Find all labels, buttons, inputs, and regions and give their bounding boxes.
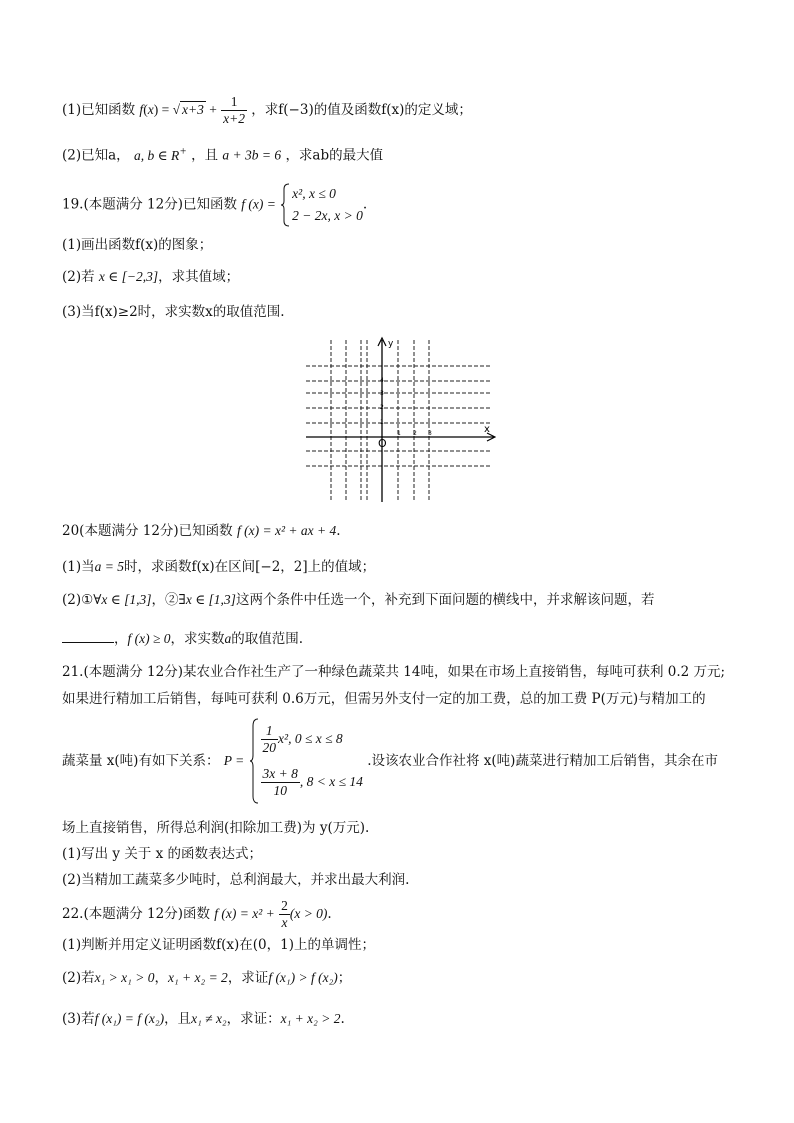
x-tick-2: 2 (413, 430, 417, 437)
y-tick-3: 3 (380, 390, 384, 397)
q20-func: f (x) = x² + ax + 4 (236, 523, 337, 538)
q21-line1: 21.(本题满分 12分)某农业合作社生产了一种绿色蔬菜共 14吨，如果在市场上直接销售，每吨可获利 0.2 万元; (62, 664, 726, 680)
y-tick-2: 2 (380, 404, 384, 411)
q21-P: P = (223, 753, 245, 768)
q18-part1-label: (1)已知函数 (62, 102, 136, 118)
q21-part2: (2)当精加工蔬菜多少吨时，总利润最大，并求出最大利润. (62, 872, 410, 888)
q20-condition1: ∀x ∈ [1,3] (93, 592, 152, 607)
q19-part1: (1)画出函数f(x)的图象； (62, 237, 213, 253)
q21-part1: (1)写出 y 关于 x 的函数表达式； (62, 846, 263, 862)
x-axis-label: x (484, 424, 490, 435)
q20-condition2: ∃x ∈ [1,3] (178, 592, 236, 607)
y-tick-4: 4 (380, 377, 384, 384)
origin-label: O (378, 437, 387, 450)
q19-func: f (x) = (241, 196, 276, 212)
q18-eq: a + 3b = 6 (222, 147, 282, 163)
q19-row2: 2 − 2x, x > 0 (292, 208, 363, 223)
q19-row1: x², x ≤ 0 (292, 186, 336, 201)
q20-head: 20(本题满分 12分)已知函数 (62, 523, 233, 539)
q18-end: ，求ab的最大值 (285, 147, 384, 164)
x-tick-1: 1 (397, 430, 401, 437)
q18-part1 (62, 94, 472, 127)
q20-a-value: a = 5 (94, 559, 124, 574)
y-tick-1: 1 (380, 419, 384, 426)
q22-part2: (2)若x₁ > x₁ > 0，x₁ + x₂ = 2，求证f (x₁) > f (x₂)； (62, 970, 352, 986)
q21-line4: 场上直接销售，所得总利润(扣除加工费)为 y(万元). (62, 820, 370, 836)
q22-heading: 22.(本题满分 12分)函数 f (x) = x² + $\frac{2}{x}$ (x > 0). (62, 898, 332, 930)
q22-part1: (1)判断并用定义证明函数f(x)在(0，1)上的单调性； (62, 937, 375, 953)
q22-part3: (3)若f (x₁) = f (x₂)，且x₁ ≠ x₂，求证：x₁ + x₂ > 2. (62, 1011, 345, 1027)
q18-mid: ，且 (191, 147, 219, 164)
q18-part2 (62, 141, 383, 166)
q20-part1: (1)当a = 5时，求函数f(x)在区间[−2，2]上的值域； (62, 559, 376, 575)
grid-horizontals (306, 366, 492, 466)
y-axis-label: y (388, 339, 394, 349)
q21-line2: 如果进行精加工后销售，每吨可获利 0.6万元，但需另外支付一定的加工费，总的加工费 P(万元)与精加工的 (62, 691, 706, 707)
q19-head: 19.(本题满分 12分)已知函数 (62, 196, 237, 213)
q18-part1-text: ，求f(−3)的值及函数f(x)的定义域； (251, 102, 472, 118)
q19-part3: (3)当f(x)≥2时，求实数x的取值范围. (62, 304, 285, 320)
x-tick-3: 3 (428, 430, 432, 437)
q20-heading: 20(本题满分 12分)已知函数 f (x) = x² + ax + 4. (62, 523, 341, 539)
brace-icon (280, 183, 290, 227)
q21-piecewise: $\frac{1}{20}$ x², 0 ≤ x ≤ 8 $\frac{3x + 8}{10}$ , 8 < x ≤ 14 (249, 718, 363, 804)
q18-vars: a, b ∈ R+ (133, 145, 187, 163)
q19-interval: x ∈ [−2,3] (98, 269, 159, 284)
q18-part2-label: (2)已知a， (62, 147, 130, 164)
fill-in-blank (62, 628, 114, 643)
q18-func: f(x) = √ x+3 + (139, 102, 217, 117)
q18-fraction: $\frac{1}{x+2}$ (223, 94, 245, 126)
brace-icon (249, 718, 259, 804)
q20-part2-cont: ，f (x) ≥ 0，求实数a的取值范围. (62, 628, 303, 649)
q21-line3: 蔬菜量 x(吨)有如下关系： P = $\frac{1}{20}$ x², 0 ≤ x ≤ 8 $\frac{3x + 8}{10}$ , 8 < x ≤ 14 .设该农业合作社将 x(吨)蔬菜进行精加工后销售，其余在市 (62, 718, 718, 804)
q22-fraction: $\frac{2}{x}$ (281, 898, 288, 930)
q19-part2: (2)若 x ∈ [−2,3]，求其值域； (62, 269, 240, 285)
q19-grid-graph (306, 336, 496, 502)
q22-func: f (x) = x² + (214, 906, 275, 921)
q20-ineq: f (x) ≥ 0 (127, 631, 171, 646)
q22-head: 22.(本题满分 12分)函数 (62, 906, 210, 922)
q19-tail: . (362, 196, 368, 213)
q19-heading (62, 183, 367, 227)
q19-piecewise (280, 183, 363, 227)
q20-part2: (2)①∀x ∈ [1,3]，②∃x ∈ [1,3]这两个条件中任选一个，补充到下面问题的横线中，并求解该问题，若 (62, 592, 655, 608)
